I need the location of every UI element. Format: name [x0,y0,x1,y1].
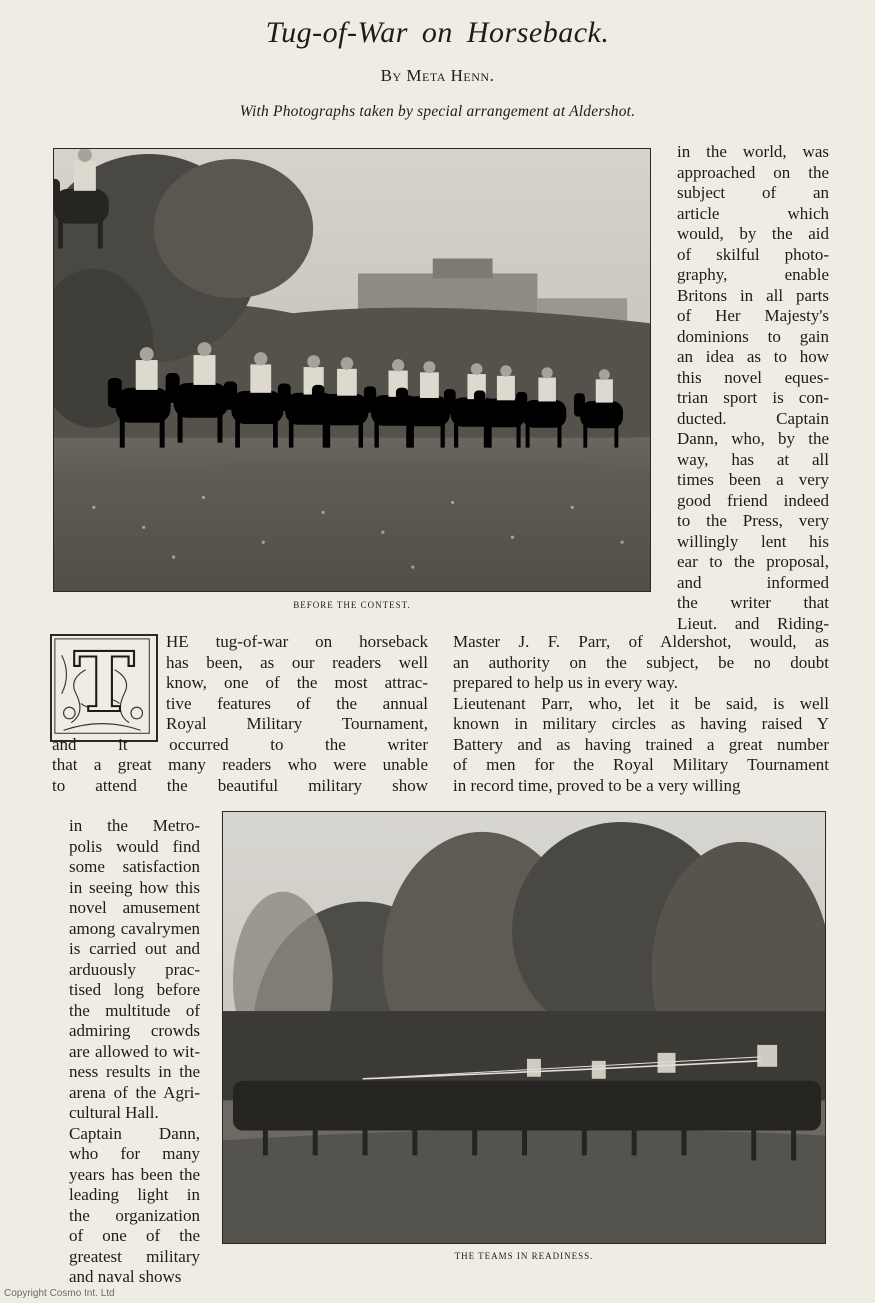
text-line: subject of an [677,183,829,202]
text-line: ness results in the [69,1062,200,1081]
text-line: Master J. F. Parr, of Aldershot, would, as [453,632,829,651]
text-line: arduously prac- [69,959,200,979]
text-line: willingly lent his [677,531,829,551]
photo-credit: With Photographs taken by special arrangement at Aldershot. [239,103,636,120]
svg-text:T: T [73,636,135,732]
text-line: of skilful photo- [677,244,829,264]
text-line: leading light in [69,1185,200,1204]
text-line: ear to the proposal, [677,552,829,571]
intro-full-width [52,735,428,797]
copyright-footer: Copyright Cosmo Int. Ltd [4,1288,115,1299]
text-line: tive features of the annual [166,693,428,713]
text-line: Royal Military Tournament, [166,714,428,733]
text-line: who for many [69,1144,200,1163]
photo-riders-image [54,149,650,591]
text-line: novel amusement [69,898,200,917]
text-line: of men for the Royal Military Tournament [453,755,829,774]
text-line: dominions to gain [677,326,829,346]
text-line: HE tug-of-war on horseback [166,632,428,651]
text-line: and informed [677,572,829,592]
text-line: of Her Majesty's [677,306,829,325]
text-line: Captain Dann, [69,1123,200,1143]
text-line: arena of the Agri- [69,1082,200,1102]
text-line: Dann, who, by the [677,429,829,448]
text-line: are allowed to wit- [69,1041,200,1061]
text-line: in record time, proved to be a very willing [453,775,741,795]
text-line: an idea as to how [677,347,829,366]
text-line: way, has at all [677,449,829,469]
text-line: Britons in all parts [677,285,829,305]
text-line: in the Metro- [69,816,200,835]
text-line: Lieut. and Riding- [677,613,829,633]
photo-teams-in-readiness [222,811,826,1244]
photo-caption-before-contest: BEFORE THE CONTEST. [293,600,411,610]
text-line: graphy, enable [677,265,829,284]
text-line: Battery and as having trained a great number [453,734,829,754]
text-line: the writer that [677,593,829,612]
text-line: and naval shows [69,1267,182,1286]
text-line: greatest military [69,1246,200,1266]
text-line: to attend the beautiful military show [52,775,428,795]
text-line: article which [677,203,829,223]
text-line: this novel eques- [677,367,829,387]
text-line: the organization [69,1205,200,1225]
text-line: polis would find [69,836,200,856]
text-line: cultural Hall. [69,1103,159,1122]
text-line: in the world, was [677,142,829,161]
text-line: ducted. Captain [677,408,829,428]
text-line: Lieutenant Parr, who, let it be said, is well [453,693,829,713]
photo-caption-teams-in-readiness: THE TEAMS IN READINESS. [454,1251,594,1261]
text-line: the multitude of [69,1000,200,1020]
text-line: to the Press, very [677,511,829,530]
intro-beside-dropcap [166,632,428,735]
text-line: years has been the [69,1164,200,1184]
text-line: has been, as our readers well [166,652,428,672]
text-line: times been a very [677,470,829,489]
left-narrow-column [69,816,200,1288]
text-line: tised long before [69,980,200,999]
photo-before-contest [53,148,651,592]
text-line: known in military circles as having raised Y [453,714,829,733]
text-line: that a great many readers who were unable [52,755,428,774]
drop-cap [50,634,158,742]
text-line: trian sport is con- [677,388,829,407]
text-line: admiring crowds [69,1021,200,1040]
text-line: of one of the [69,1226,200,1245]
article-title: Tug-of-War on Horseback. [265,16,610,49]
text-line: good friend indeed [677,490,829,510]
text-line: and it occurred to the writer [52,734,428,754]
photo-teams-image [223,812,825,1243]
text-line: an authority on the subject, be no doubt [453,652,829,672]
text-line: prepared to help us in every way. [453,673,679,692]
right-column-top [677,142,829,634]
text-line: some satisfaction [69,857,200,876]
text-line: would, by the aid [677,224,829,243]
text-line: among cavalrymen [69,918,200,938]
text-line: is carried out and [69,939,200,958]
right-column-mid [453,632,829,796]
text-line: approached on the [677,162,829,182]
article-byline: By Meta Henn. [380,66,495,85]
ornamental-letter-t [52,636,156,740]
text-line: know, one of the most attrac- [166,673,428,692]
text-line: in seeing how this [69,877,200,897]
